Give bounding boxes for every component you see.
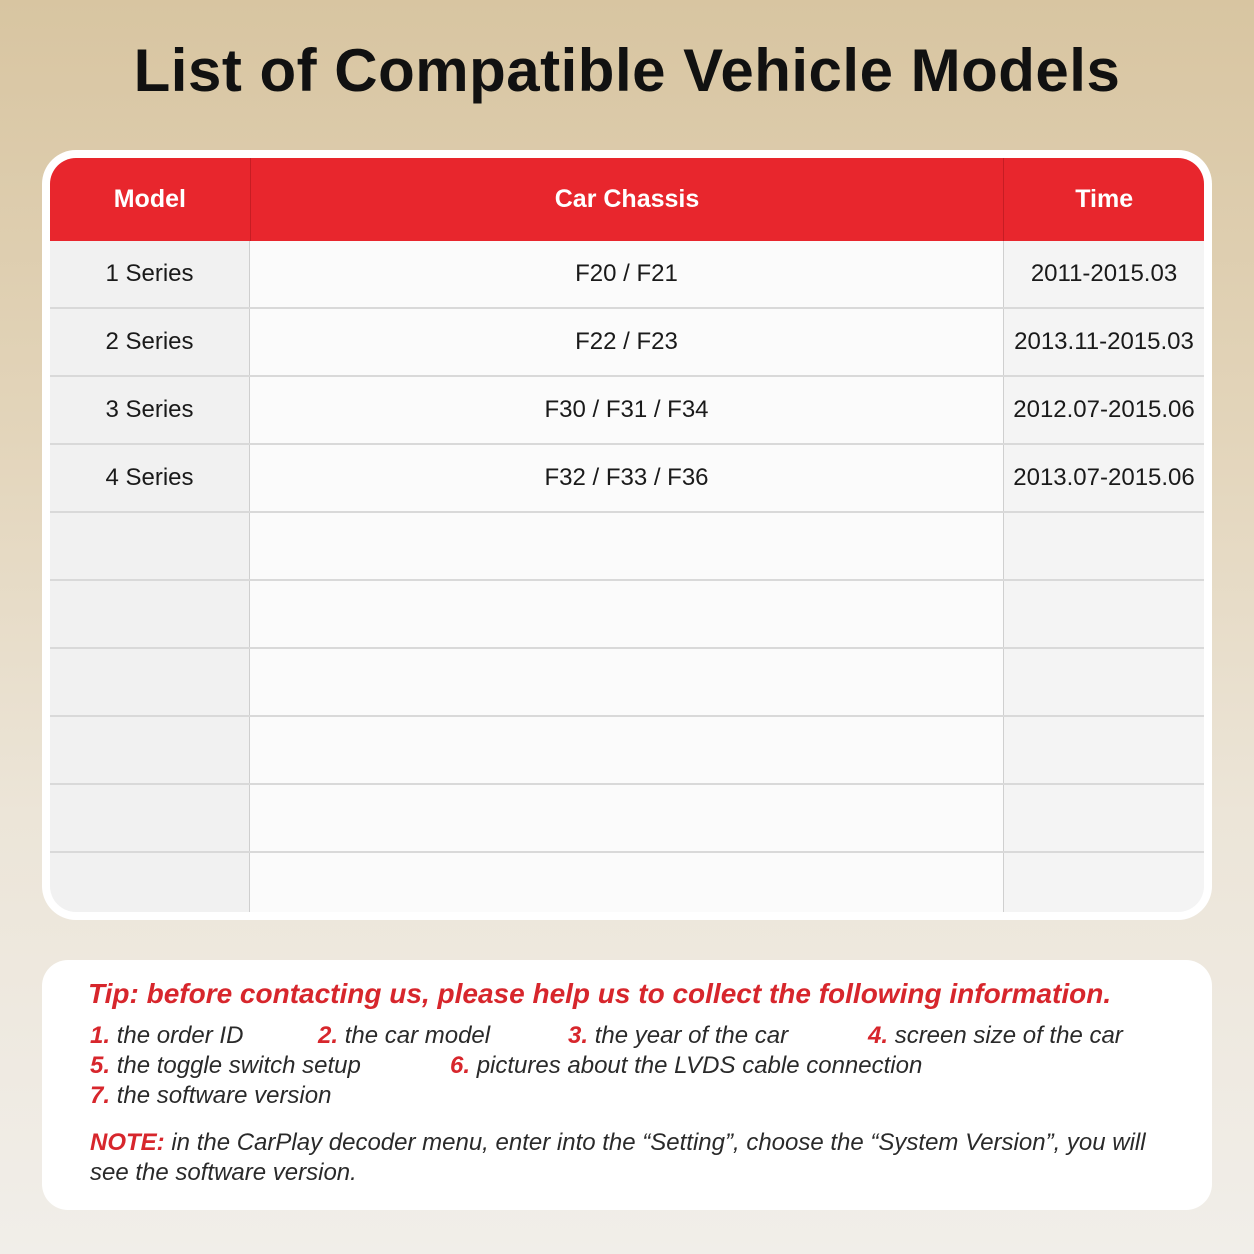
cell-chassis: F32 / F33 / F36 [250, 445, 1004, 511]
cell-model: 1 Series [50, 241, 250, 307]
tip-item-text: the car model [344, 1022, 491, 1049]
tip-item [568, 1022, 788, 1050]
tip-item-number: 1. [90, 1022, 111, 1049]
cell-time: 2011-2015.03 [1004, 241, 1204, 307]
cell-model [50, 785, 250, 851]
table-header-row [50, 158, 1204, 241]
tip-item [318, 1022, 490, 1050]
tip-item-text: the toggle switch setup [116, 1052, 361, 1079]
page-title: List of Compatible Vehicle Models [133, 37, 1121, 104]
header-model: Model [113, 185, 186, 213]
cell-chassis [250, 717, 1004, 783]
compatibility-table [50, 158, 1204, 912]
header-car-chassis: Car Chassis [250, 158, 1004, 241]
cell-chassis [250, 785, 1004, 851]
cell-chassis [250, 853, 1004, 912]
cell-model [50, 853, 250, 912]
cell-time [1004, 717, 1204, 783]
tip-item-number: 4. [868, 1022, 889, 1049]
table-row-empty [50, 513, 1204, 581]
table-row [50, 445, 1204, 513]
tip-item-text: pictures about the LVDS cable connection [476, 1052, 923, 1079]
tip-item [90, 1022, 243, 1050]
note [90, 1128, 1180, 1188]
note-label: NOTE: [90, 1129, 165, 1156]
tip-item [90, 1082, 331, 1110]
tip-item-text: the order ID [116, 1022, 244, 1049]
note-text: in the CarPlay decoder menu, enter into the “Setting”, choose the “System Version”, you will see the software version. [90, 1129, 1146, 1186]
tip-card [42, 960, 1212, 1210]
tip-item [450, 1052, 922, 1080]
tip-item-text: the year of the car [594, 1022, 789, 1049]
tip-item [868, 1022, 1123, 1050]
tip-item-number: 5. [90, 1052, 111, 1079]
cell-time [1004, 785, 1204, 851]
table-row-empty [50, 853, 1204, 912]
cell-chassis [250, 649, 1004, 715]
cell-time: 2013.11-2015.03 [1004, 309, 1204, 375]
table-row [50, 241, 1204, 309]
cell-model [50, 649, 250, 715]
cell-time [1004, 581, 1204, 647]
cell-time [1004, 649, 1204, 715]
cell-time [1004, 853, 1204, 912]
table-body [50, 241, 1204, 912]
tip-item-text: the software version [116, 1082, 332, 1109]
cell-chassis: F20 / F21 [250, 241, 1004, 307]
cell-model [50, 513, 250, 579]
tip-item-text: screen size of the car [894, 1022, 1123, 1049]
cell-model: 3 Series [50, 377, 250, 443]
tip-item-number: 3. [568, 1022, 589, 1049]
cell-model [50, 717, 250, 783]
table-row-empty [50, 717, 1204, 785]
cell-chassis [250, 581, 1004, 647]
table-row [50, 309, 1204, 377]
cell-chassis: F30 / F31 / F34 [250, 377, 1004, 443]
cell-chassis [250, 513, 1004, 579]
cell-time: 2013.07-2015.06 [1004, 445, 1204, 511]
cell-model: 4 Series [50, 445, 250, 511]
table-row-empty [50, 581, 1204, 649]
cell-model [50, 581, 250, 647]
table-row [50, 377, 1204, 445]
tip-heading: Tip: before contacting us, please help us to collect the following information. [88, 978, 1112, 1009]
table-row-empty [50, 649, 1204, 717]
tip-item [90, 1052, 361, 1080]
header-time: Time [1003, 158, 1204, 241]
compatibility-table-card [42, 150, 1212, 920]
cell-model: 2 Series [50, 309, 250, 375]
tip-item-number: 2. [318, 1022, 339, 1049]
cell-time [1004, 513, 1204, 579]
cell-chassis: F22 / F23 [250, 309, 1004, 375]
table-row-empty [50, 785, 1204, 853]
tip-item-number: 7. [90, 1082, 111, 1109]
tip-item-number: 6. [450, 1052, 471, 1079]
cell-time: 2012.07-2015.06 [1004, 377, 1204, 443]
